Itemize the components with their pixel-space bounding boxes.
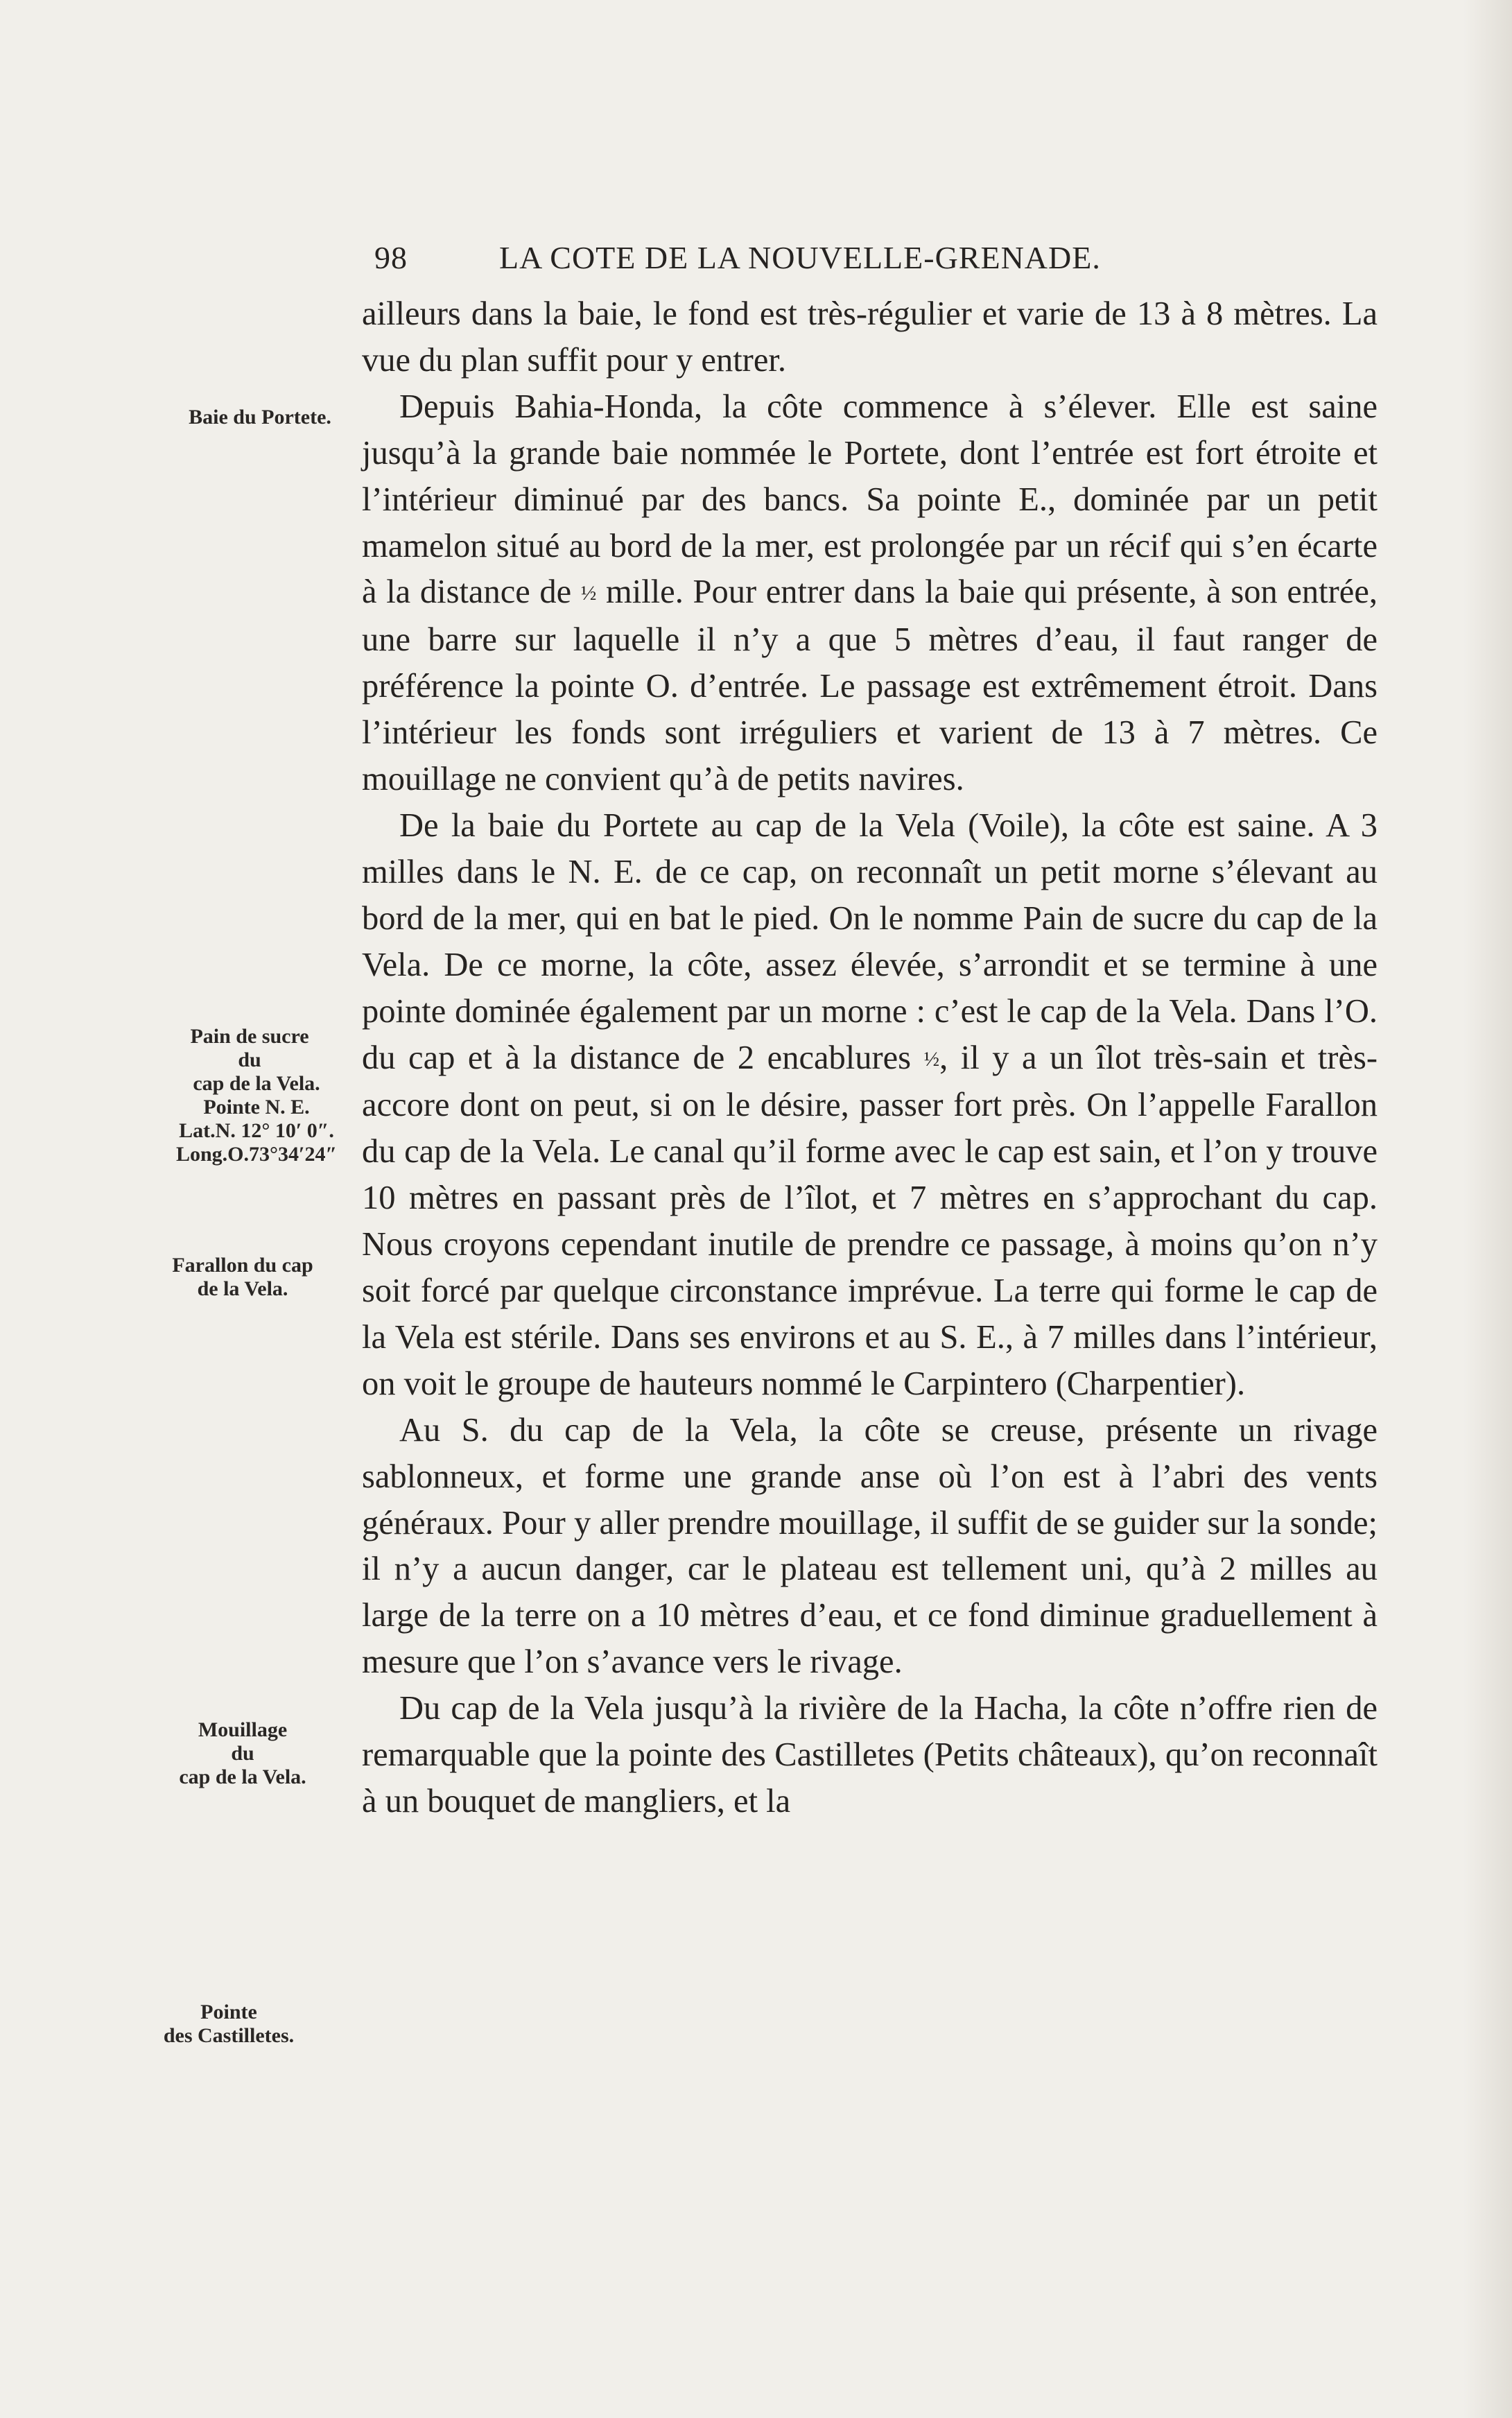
paragraph-3 xyxy=(362,803,1378,1408)
margin-note-castilletes xyxy=(125,2001,333,2048)
margin-note-mouillage xyxy=(139,1718,347,1789)
paragraph-1: ailleurs dans la baie, le fond est très-régulier et varie de 13 à 8 mètres. La vue du plan suffit pour y entrer. xyxy=(362,295,1378,379)
margin-note-line: Mouillage xyxy=(198,1718,288,1741)
page-edge-shadow xyxy=(1463,0,1512,2418)
fraction-half: ½ xyxy=(923,1047,940,1071)
fraction-half: ½ xyxy=(580,582,597,605)
margin-note-line: des Castilletes. xyxy=(163,2024,295,2047)
body-text xyxy=(362,291,1378,1825)
margin-note-baie-portete xyxy=(156,406,364,429)
margin-note-line: Baie du Portete. xyxy=(189,406,331,429)
margin-note-line: Pointe xyxy=(200,2001,257,2023)
paragraph-5: Du cap de la Vela jusqu’à la rivière de la Hacha, la côte n’offre rien de remarquable que la pointe des Castilletes (Petits châteaux), qu’on reconnaît à un bouquet de mangliers, et la xyxy=(362,1690,1378,1820)
margin-note-line: Lat.N. 12° 10′ 0″. xyxy=(179,1119,334,1142)
margin-note-line: cap de la Vela. xyxy=(179,1765,306,1788)
margin-note-pain-de-sucre xyxy=(146,1025,354,1166)
margin-note-line: Pointe N. E. xyxy=(203,1096,310,1119)
margin-note-farallon xyxy=(139,1254,347,1301)
margin-note-line: Farallon du cap xyxy=(172,1254,313,1277)
margin-note-line: du xyxy=(231,1742,254,1765)
paragraph-2-part-a: Depuis Bahia-Honda, la côte commence à s’élever. Elle est saine jusqu’à la grande baie nommée le Portete, dont l’entrée est fort étroite et l’intérieur diminué par des bancs. Sa pointe E., dominée par un petit mamelon situé au bord de la mer, est prolongée par un récif qui s’en écarte à la distance de xyxy=(362,388,1378,611)
paragraph-2-part-b: mille. Pour entrer dans la baie qui présente, à son entrée, une barre sur laquelle il n’y a que 5 mètres d’eau, il faut ranger de préférence la pointe O. d’entrée. Le passage est extrêmement étroit. Dans l’intérieur les fonds sont irréguliers et varient de 13 à 7 mètres. Ce mouillage ne convient qu’à de petits navires. xyxy=(362,573,1378,798)
margin-note-line: Long.O.73°34′24″ xyxy=(175,1143,338,1166)
margin-note-line: du xyxy=(238,1048,261,1071)
page-number: 98 xyxy=(374,240,408,275)
margin-note-line: de la Vela. xyxy=(197,1277,288,1300)
paragraph-3-part-a: De la baie du Portete au cap de la Vela (Voile), la côte est saine. A 3 milles dans le N. E. de ce cap, on reconnaît un petit morne s’élevant au bord de la mer, qui en bat le pied. On le nomme Pain de sucre du cap de la Vela. De ce morne, la côte, assez élevée, s’arrondit et se termine à une pointe dominée également par un morne : c’est le cap de la Vela. Dans l’O. du cap et à la distance de 2 encablures xyxy=(362,806,1378,1076)
paragraph-4: Au S. du cap de la Vela, la côte se creuse, présente un rivage sablonneux, et forme une grande anse où l’on est à l’abri des vents généraux. Pour y aller prendre mouillage, il suffit de se guider sur la sonde; il n’y a aucun danger, car le plateau est tellement uni, qu’à 2 milles au large de la terre on a 10 mètres d’eau, et ce fond diminue graduellement à mesure que l’on s’avance vers le rivage. xyxy=(362,1411,1378,1681)
margin-note-line: Pain de sucre xyxy=(190,1025,309,1048)
running-header xyxy=(374,239,1373,276)
paragraph-2 xyxy=(362,384,1378,803)
margin-note-line: cap de la Vela. xyxy=(193,1072,320,1095)
paragraph-3-part-b: , il y a un îlot très-sain et très-accore dont on peut, si on le désire, passer fort près. On l’appelle Farallon du cap de la Vela. Le canal qu’il forme avec le cap est sain, et l’on y trouve 10 mètres en passant près de l’îlot, et 7 mètres en s’approchant du cap. Nous croyons cependant inutile de prendre ce passage, à moins qu’on n’y soit forcé par quelque circonstance imprévue. La terre qui forme le cap de la Vela est stérile. Dans ses environs et au S. E., à 7 milles dans l’intérieur, on voit le groupe de hauteurs nommé le Carpintero (Charpentier). xyxy=(362,1039,1378,1402)
running-title: LA COTE DE LA NOUVELLE-GRENADE. xyxy=(499,240,1101,275)
